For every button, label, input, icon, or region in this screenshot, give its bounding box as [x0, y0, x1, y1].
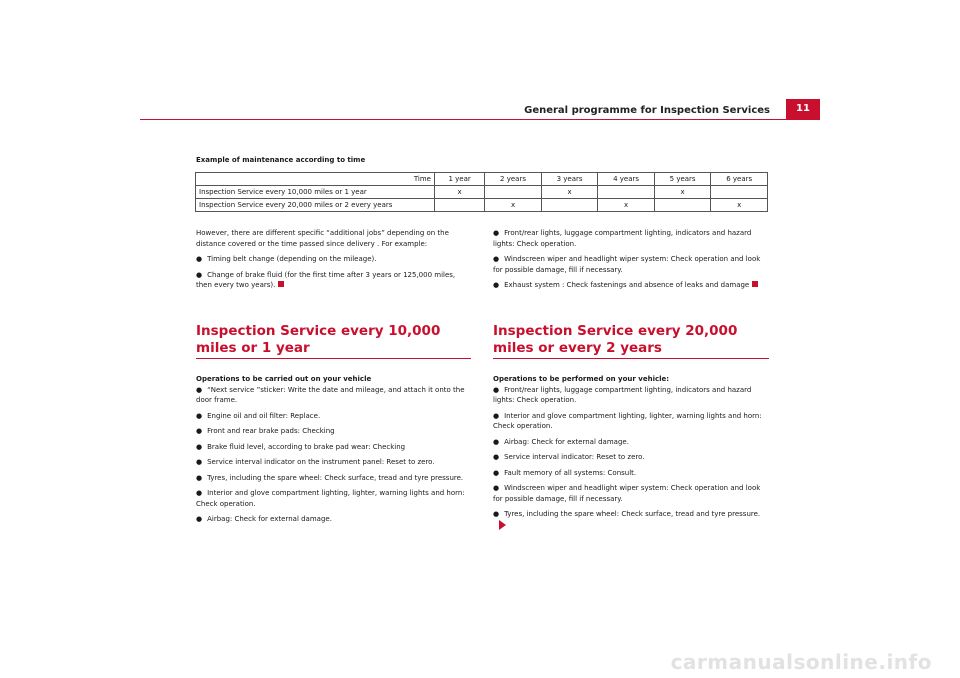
list-item-text: Tyres, including the spare wheel: Check surface, tread and tyre pressure.: [504, 510, 761, 518]
table-cell: [654, 199, 711, 212]
list-item: [196, 514, 471, 525]
table-header-row: [196, 173, 768, 186]
page-number: 11: [786, 99, 820, 119]
list-item: [196, 488, 471, 509]
header-rule: [140, 119, 820, 120]
table-cell: x: [541, 186, 598, 199]
intro-left-column: [196, 228, 471, 296]
list-item: [196, 254, 471, 265]
list-item: [196, 473, 471, 484]
list-item-text: Front and rear brake pads: Checking: [207, 427, 335, 435]
list-item: [196, 442, 471, 453]
table-cell: [541, 199, 598, 212]
intro-right-column: [493, 228, 769, 296]
list-item: [493, 468, 769, 479]
column-header: 2 years: [485, 173, 542, 186]
row-label: Inspection Service every 20,000 miles or 2 every years: [196, 199, 435, 212]
watermark: carmanualsonline.info: [670, 650, 932, 674]
section-rule: [196, 358, 471, 359]
table-row: [196, 199, 768, 212]
page-header-title: General programme for Inspection Services: [524, 105, 770, 116]
list-item: [493, 228, 769, 249]
column-header: 5 years: [654, 173, 711, 186]
continue-arrow-icon: [499, 520, 506, 530]
table-cell: [485, 186, 542, 199]
list-item-text: “Next service ”sticker: Write the date and mileage, and attach it onto the door frame.: [196, 385, 465, 404]
list-item: [493, 483, 769, 504]
maintenance-schedule-table: [195, 172, 768, 212]
list-item-text: Windscreen wiper and headlight wiper system: Check operation and look for possible damage, fill if necessary.: [493, 484, 761, 503]
list-item: [493, 411, 769, 432]
table-cell: x: [711, 199, 768, 212]
table-cell: x: [598, 199, 655, 212]
table-cell: [435, 199, 485, 212]
section-rule: [493, 358, 769, 359]
section-title-10k: Inspection Service every 10,000 miles or 1 year: [196, 323, 441, 356]
list-item-text: Interior and glove compartment lighting, lighter, warning lights and horn: Check operation.: [493, 411, 762, 430]
list-item: [493, 509, 769, 531]
table-cell: [598, 186, 655, 199]
list-item-text: Service interval indicator: Reset to zero.: [504, 453, 645, 461]
column-header: 1 year: [435, 173, 485, 186]
list-item-text: Windscreen wiper and headlight wiper system: Check operation and look for possible damage, fill if necessary.: [493, 255, 761, 274]
table-caption: Example of maintenance according to time: [196, 156, 366, 164]
operations-heading: Operations to be performed on your vehicle:: [493, 375, 670, 383]
column-header: 4 years: [598, 173, 655, 186]
list-item: [493, 437, 769, 448]
table-row: [196, 186, 768, 199]
section-title-20k: Inspection Service every 20,000 miles or every 2 years: [493, 323, 738, 356]
list-item: [196, 411, 471, 422]
list-item: [493, 385, 769, 406]
column-header: 3 years: [541, 173, 598, 186]
list-item: [493, 452, 769, 463]
section-20k-body: [493, 374, 769, 536]
list-item-text: Tyres, including the spare wheel: Check surface, tread and tyre pressure.: [207, 473, 464, 482]
section-10k-body: [196, 374, 471, 530]
list-item: [493, 280, 769, 291]
list-item-text: Front/rear lights, luggage compartment lighting, indicators and hazard lights: Check operation.: [493, 229, 752, 248]
list-item-text: Service interval indicator on the instrument panel: Reset to zero.: [207, 458, 435, 466]
list-item: [196, 385, 471, 406]
list-item-text: Brake fluid level, according to brake pad wear: Checking: [207, 442, 406, 451]
list-item-text: Timing belt change (depending on the mileage).: [207, 255, 377, 263]
row-label: Inspection Service every 10,000 miles or 1 year: [196, 186, 435, 199]
table-cell: x: [435, 186, 485, 199]
operations-heading: Operations to be carried out on your vehicle: [196, 375, 372, 383]
intro-paragraph: However, there are different specific “additional jobs” depending on the distance covered or the time passed since delivery . For example:: [196, 229, 449, 248]
list-item: [196, 457, 471, 468]
list-item-text: Engine oil and oil filter: Replace.: [207, 411, 321, 420]
end-of-section-marker: [752, 281, 758, 287]
list-item-text: Change of brake fluid (for the first time after 3 years or 125,000 miles, then every two years).: [196, 270, 456, 289]
list-item-text: Exhaust system : Check fastenings and absence of leaks and damage: [504, 281, 750, 289]
list-item-text: Front/rear lights, luggage compartment lighting, indicators and hazard lights: Check operation.: [493, 385, 752, 404]
end-of-section-marker: [278, 281, 284, 287]
list-item: [196, 270, 471, 291]
list-item: [493, 254, 769, 275]
list-item-text: Fault memory of all systems: Consult.: [504, 468, 637, 477]
column-header: 6 years: [711, 173, 768, 186]
list-item-text: Interior and glove compartment lighting, lighter, warning lights and horn: Check operation.: [196, 489, 465, 508]
table-cell: x: [485, 199, 542, 212]
table-cell: [711, 186, 768, 199]
list-item-text: Airbag: Check for external damage.: [207, 515, 332, 523]
list-item: [196, 426, 471, 437]
time-header-cell: Time: [196, 173, 435, 186]
table-cell: x: [654, 186, 711, 199]
list-item-text: Airbag: Check for external damage.: [504, 437, 629, 446]
